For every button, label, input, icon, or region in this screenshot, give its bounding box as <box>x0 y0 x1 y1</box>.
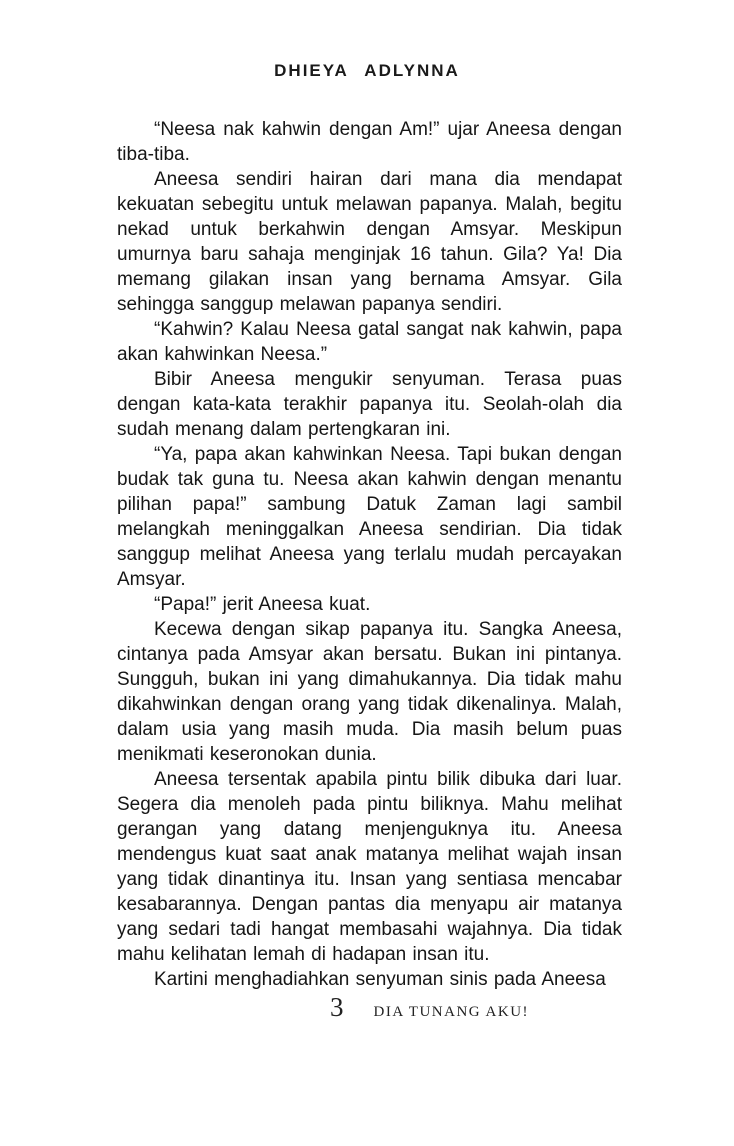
running-header-author: DHIEYA ADLYNNA <box>274 61 460 80</box>
paragraph: Aneesa sendiri hairan dari mana dia mendapat kekuatan sebegitu untuk melawan papanya. Malah, begitu nekad untuk berkahwin dengan Amsyar. Meskipun umurnya baru sahaja menginjak 16 tahun. Gila? Ya! Dia memang gilakan insan yang bernama Amsyar. Gila sehingga sanggup melawan papanya sendiri. <box>117 169 622 315</box>
paragraph: “Ya, papa akan kahwinkan Neesa. Tapi bukan dengan budak tak guna tu. Neesa akan kahwin dengan menantu pilihan papa!” sambung Datuk Zaman lagi sambil melangkah meninggalkan Aneesa sendirian. Dia tidak sanggup melihat Aneesa yang terlalu mudah percayakan Amsyar. <box>117 444 622 590</box>
paragraph: “Kahwin? Kalau Neesa gatal sangat nak kahwin, papa akan kahwinkan Neesa.” <box>117 319 622 365</box>
footer-book-title: DIA TUNANG AKU! <box>373 1004 530 1020</box>
paragraph: Kartini menghadiahkan senyuman sinis pada Aneesa <box>154 969 606 990</box>
page-footer <box>330 992 529 1023</box>
paragraph: Kecewa dengan sikap papanya itu. Sangka Aneesa, cintanya pada Amsyar akan bersatu. Bukan ini pintanya. Sungguh, bukan ini yang dimahukannya. Dia tidak mahu dikahwinkan dengan orang yang tidak dikenalinya. Malah, dalam usia yang masih muda. Dia masih belum puas menikmati keseronokan dunia. <box>117 619 622 765</box>
paragraph: “Papa!” jerit Aneesa kuat. <box>154 594 371 615</box>
page-body-text <box>117 117 622 992</box>
page-number: 3 <box>330 992 344 1022</box>
paragraph: Bibir Aneesa mengukir senyuman. Terasa puas dengan kata-kata terakhir papanya itu. Seolah-olah dia sudah menang dalam pertengkaran ini. <box>117 369 622 440</box>
paragraph: Aneesa tersentak apabila pintu bilik dibuka dari luar. Segera dia menoleh pada pintu biliknya. Mahu melihat gerangan yang datang menjenguknya itu. Aneesa mendengus kuat saat anak matanya melihat wajah insan yang tidak dinantinya itu. Insan yang sentiasa mencabar kesabarannya. Dengan pantas dia menyapu air matanya yang sedari tadi hangat membasahi wajahnya. Dia tidak mahu kelihatan lemah di hadapan insan itu. <box>117 769 622 965</box>
paragraph: “Neesa nak kahwin dengan Am!” ujar Aneesa dengan tiba-tiba. <box>117 119 622 165</box>
